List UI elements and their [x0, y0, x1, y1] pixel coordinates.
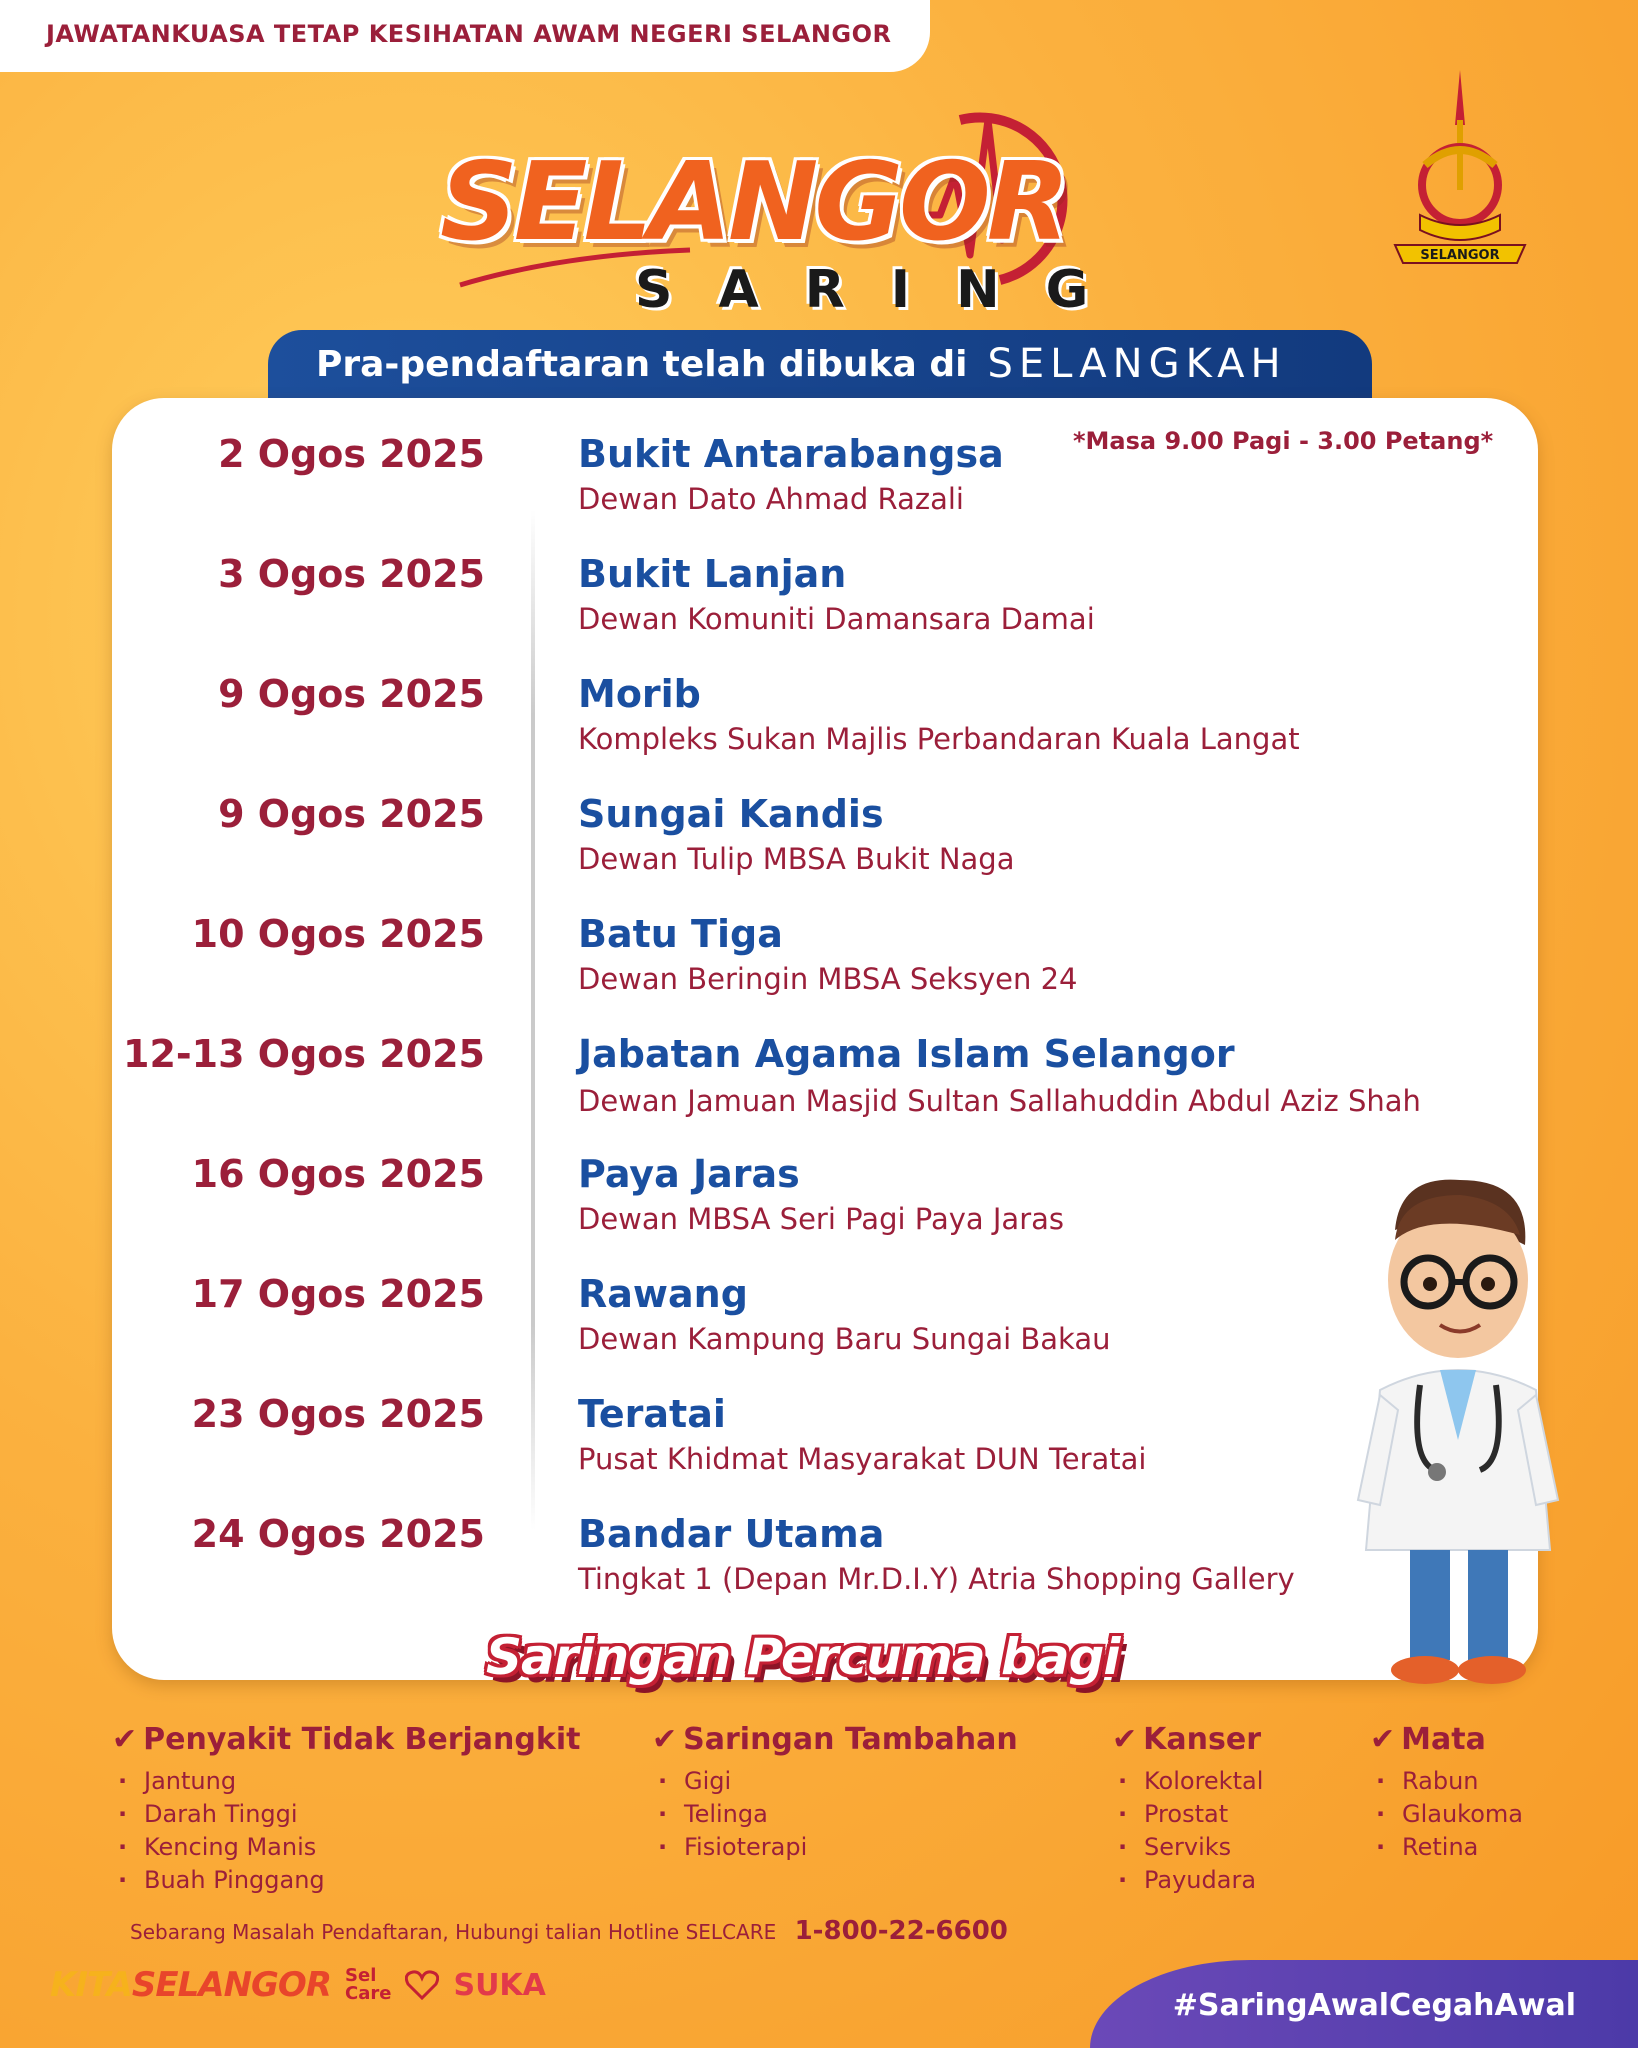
selangor-saring-logo — [440, 80, 1140, 320]
schedule-date: 17 Ogos 2025 — [191, 1272, 485, 1316]
category-title: Penyakit Tidak Berjangkit — [143, 1722, 581, 1757]
schedule-venue: Dewan MBSA Seri Pagi Paya Jaras — [578, 1202, 1064, 1236]
schedule-venue: Dewan Jamuan Masjid Sultan Sallahuddin Abdul Aziz Shah — [578, 1084, 1421, 1118]
schedule-place: Jabatan Agama Islam Selangor — [578, 1032, 1235, 1076]
schedule-row — [0, 912, 1638, 1022]
category-title: Mata — [1401, 1722, 1486, 1757]
category-title: Kanser — [1143, 1722, 1261, 1757]
check-icon: ✔ — [1112, 1722, 1138, 1757]
schedule-date: 9 Ogos 2025 — [218, 792, 485, 836]
category-list — [652, 1765, 1018, 1864]
list-item: · Glaukoma — [1376, 1798, 1523, 1831]
category-list — [112, 1765, 580, 1897]
suka-logo: SUKA — [453, 1967, 546, 2003]
preregistration-banner — [268, 330, 1372, 398]
crest-emblem-icon — [1385, 65, 1535, 285]
bullet-icon: · — [658, 1833, 668, 1861]
list-item: · Buah Pinggang — [118, 1864, 580, 1897]
check-icon: ✔ — [112, 1722, 138, 1757]
schedule-place: Morib — [578, 672, 701, 716]
committee-title: JAWATANKUASA TETAP KESIHATAN AWAM NEGERI SELANGOR — [46, 20, 892, 48]
schedule-date: 24 Ogos 2025 — [191, 1512, 485, 1556]
hashtag: #SaringAwalCegahAwal — [1172, 1988, 1576, 2023]
category-eyes — [1370, 1722, 1523, 1864]
bullet-icon: · — [1376, 1800, 1386, 1828]
logo-subtitle: SARING — [635, 260, 1135, 320]
schedule-venue: Pusat Khidmat Masyarakat DUN Teratai — [578, 1442, 1147, 1476]
schedule-row — [0, 552, 1638, 662]
schedule-venue: Tingkat 1 (Depan Mr.D.I.Y) Atria Shopping Gallery — [578, 1562, 1295, 1596]
category-list — [1370, 1765, 1523, 1864]
check-icon: ✔ — [1370, 1722, 1396, 1757]
selangor-crest — [1385, 65, 1535, 285]
schedule-place: Sungai Kandis — [578, 792, 884, 836]
schedule-date: 23 Ogos 2025 — [191, 1392, 485, 1436]
kita-selangor-logo: KITASELANGOR — [50, 1965, 332, 2005]
schedule-venue: Kompleks Sukan Majlis Perbandaran Kuala Langat — [578, 722, 1300, 756]
selcare-logo: Sel Care — [345, 1965, 392, 2004]
schedule-date: 9 Ogos 2025 — [218, 672, 485, 716]
list-item: · Prostat — [1118, 1798, 1263, 1831]
crest-label: SELANGOR — [1420, 248, 1500, 263]
list-item: · Telinga — [658, 1798, 1018, 1831]
bullet-icon: · — [118, 1833, 128, 1861]
logo-wordmark: SELANGOR — [440, 140, 1066, 265]
schedule-date: 12-13 Ogos 2025 — [123, 1032, 485, 1076]
schedule-venue: Dewan Beringin MBSA Seksyen 24 — [578, 962, 1078, 996]
bullet-icon: · — [118, 1767, 128, 1795]
list-item: · Rabun — [1376, 1765, 1523, 1798]
category-title: Saringan Tambahan — [683, 1722, 1018, 1757]
schedule-place: Bukit Antarabangsa — [578, 432, 1004, 476]
schedule-place: Teratai — [578, 1392, 726, 1436]
schedule-row — [0, 792, 1638, 902]
list-item: · Kencing Manis — [118, 1831, 580, 1864]
hotline-info — [130, 1916, 1008, 1946]
free-screening-banner: Saringan Percuma bagi — [486, 1628, 1120, 1686]
list-item: · Kolorektal — [1118, 1765, 1263, 1798]
bullet-icon: · — [658, 1767, 668, 1795]
schedule-place: Paya Jaras — [578, 1152, 800, 1196]
schedule-date: 3 Ogos 2025 — [218, 552, 485, 596]
bullet-icon: · — [118, 1866, 128, 1894]
schedule-date: 16 Ogos 2025 — [191, 1152, 485, 1196]
category-additional — [652, 1722, 1018, 1864]
schedule-row — [0, 672, 1638, 782]
selangkah-brand: SELANGKAH — [987, 341, 1287, 387]
bullet-icon: · — [1376, 1767, 1386, 1795]
schedule-row — [0, 1032, 1638, 1142]
prereg-text: Pra-pendaftaran telah dibuka di — [316, 343, 968, 385]
schedule-date: 2 Ogos 2025 — [218, 432, 485, 476]
schedule-venue: Dewan Dato Ahmad Razali — [578, 482, 964, 516]
time-note: *Masa 9.00 Pagi - 3.00 Petang* — [1073, 427, 1494, 455]
hotline-number[interactable]: 1-800-22-6600 — [794, 1916, 1008, 1946]
bullet-icon: · — [118, 1800, 128, 1828]
category-ncd — [112, 1722, 580, 1897]
hotline-text: Sebarang Masalah Pendaftaran, Hubungi talian Hotline SELCARE — [130, 1920, 777, 1944]
schedule-place: Rawang — [578, 1272, 748, 1316]
heart-icon — [405, 1970, 439, 2000]
list-item: · Payudara — [1118, 1864, 1263, 1897]
bullet-icon: · — [1118, 1833, 1128, 1861]
category-list — [1112, 1765, 1263, 1897]
schedule-place: Bukit Lanjan — [578, 552, 847, 596]
list-item: · Fisioterapi — [658, 1831, 1018, 1864]
schedule-date: 10 Ogos 2025 — [191, 912, 485, 956]
schedule-row — [0, 432, 1638, 542]
schedule-place: Batu Tiga — [578, 912, 783, 956]
schedule-venue: Dewan Tulip MBSA Bukit Naga — [578, 842, 1015, 876]
list-item: · Jantung — [118, 1765, 580, 1798]
doctor-mascot-icon — [1340, 1170, 1570, 1700]
schedule-place: Bandar Utama — [578, 1512, 885, 1556]
bullet-icon: · — [1118, 1866, 1128, 1894]
footer-brands — [50, 1965, 546, 2005]
category-cancer — [1112, 1722, 1263, 1897]
schedule-venue: Dewan Komuniti Damansara Damai — [578, 602, 1095, 636]
check-icon: ✔ — [652, 1722, 678, 1757]
bullet-icon: · — [1118, 1800, 1128, 1828]
list-item: · Darah Tinggi — [118, 1798, 580, 1831]
bullet-icon: · — [658, 1800, 668, 1828]
schedule-venue: Dewan Kampung Baru Sungai Bakau — [578, 1322, 1111, 1356]
list-item: · Gigi — [658, 1765, 1018, 1798]
bullet-icon: · — [1118, 1767, 1128, 1795]
bullet-icon: · — [1376, 1833, 1386, 1861]
list-item: · Serviks — [1118, 1831, 1263, 1864]
list-item: · Retina — [1376, 1831, 1523, 1864]
